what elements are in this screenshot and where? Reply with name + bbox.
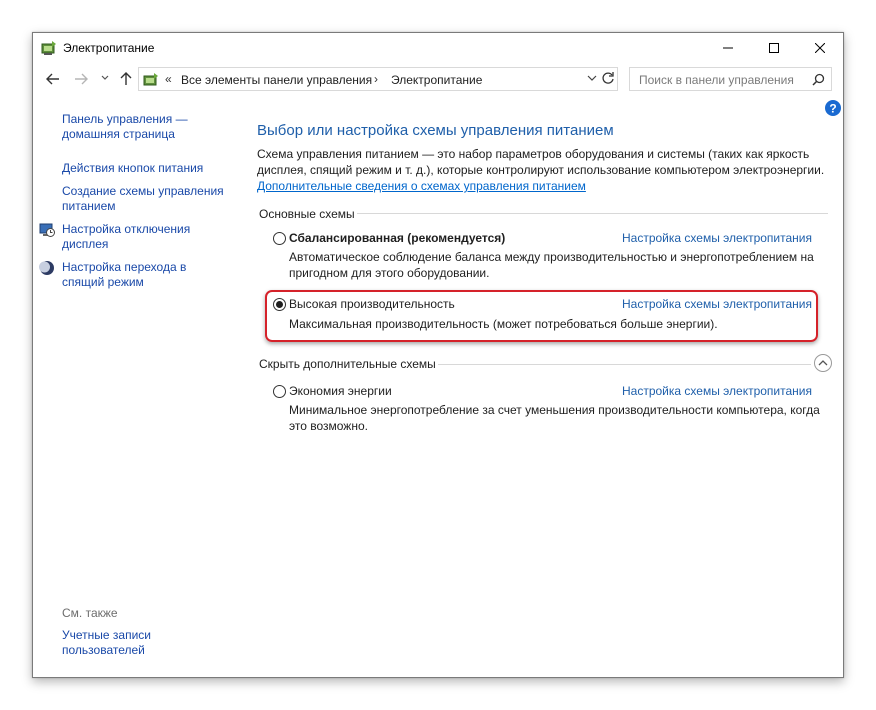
- sidebar-link-user-accounts[interactable]: [62, 628, 151, 658]
- close-button[interactable]: [797, 33, 843, 63]
- help-icon[interactable]: [825, 100, 841, 116]
- sidebar-link-home-line2: домашняя страница: [62, 127, 175, 141]
- back-arrow-icon[interactable]: [46, 72, 60, 86]
- breadcrumb-separator[interactable]: ›: [374, 72, 378, 86]
- sidebar-link-home-line1: Панель управления —: [62, 112, 188, 126]
- page-description: [257, 146, 837, 194]
- hide-plans-heading[interactable]: Скрыть дополнительные схемы: [259, 357, 436, 371]
- plan-name-balanced[interactable]: Сбалансированная (рекомендуется): [289, 231, 506, 245]
- plan-settings-link-high-performance[interactable]: Настройка схемы электропитания: [622, 297, 812, 311]
- sidebar-item-display-off[interactable]: [62, 222, 190, 252]
- monitor-clock-icon: [39, 222, 55, 238]
- collapse-button[interactable]: [814, 354, 832, 372]
- address-dropdown-icon[interactable]: [587, 74, 597, 82]
- search-icon[interactable]: [812, 73, 825, 86]
- sidebar-item-create-plan[interactable]: [62, 184, 224, 214]
- plan-settings-link-power-saver[interactable]: Настройка схемы электропитания: [622, 384, 812, 398]
- search-input[interactable]: [629, 67, 832, 91]
- sidebar-link-line2: пользователей: [62, 643, 145, 657]
- sidebar-item-label-line2: питанием: [62, 199, 116, 213]
- up-arrow-icon[interactable]: [119, 72, 133, 86]
- maximize-button[interactable]: [751, 33, 797, 63]
- description-text: Схема управления питанием — это набор параметров оборудования и системы (таких как яркость дисплея, спящий режим и т. д.), которые контролируют использование компьютером электроэнергии.: [257, 147, 825, 177]
- recent-pages-dropdown-icon[interactable]: [101, 75, 109, 81]
- radio-power-saver[interactable]: [273, 385, 286, 398]
- sidebar-item-sleep[interactable]: [62, 260, 186, 290]
- plan-desc-power-saver: Минимальное энергопотребление за счет уменьшения производительности компьютера, когда это возможно.: [289, 403, 820, 433]
- control-panel-icon: [143, 72, 159, 88]
- group-divider: [357, 213, 828, 214]
- plan-desc-balanced: Автоматическое соблюдение баланса между производительностью и энергопотреблением на пригодном для этого оборудовании.: [289, 250, 814, 280]
- window-title: Электропитание: [63, 41, 155, 55]
- power-options-icon: [41, 40, 57, 56]
- sidebar-item-label-line1: Настройка отключения: [62, 222, 191, 236]
- navigation-bar: [33, 66, 843, 94]
- refresh-icon[interactable]: [601, 71, 615, 85]
- moon-icon: [39, 260, 55, 276]
- plan-name-high-performance[interactable]: Высокая производительность: [289, 297, 455, 311]
- sidebar-link-line1: Учетные записи: [62, 628, 151, 642]
- plan-name-power-saver[interactable]: Экономия энергии: [289, 384, 392, 398]
- sidebar-item-label-line1: Создание схемы управления: [62, 184, 224, 198]
- svg-text:?: ?: [829, 101, 837, 116]
- group-divider: [438, 364, 811, 365]
- sidebar-link-home[interactable]: [62, 112, 188, 142]
- search-placeholder: Поиск в панели управления: [639, 73, 794, 87]
- chevron-up-icon: [818, 359, 828, 367]
- plan-desc-high-performance: Максимальная производительность (может потребоваться больше энергии).: [289, 317, 718, 331]
- page-title: Выбор или настройка схемы управления питанием: [257, 122, 614, 139]
- forward-arrow-icon[interactable]: [74, 72, 88, 86]
- radio-balanced[interactable]: [273, 232, 286, 245]
- breadcrumb-all-items[interactable]: Все элементы панели управления: [181, 73, 373, 87]
- more-info-link[interactable]: Дополнительные сведения о схемах управления питанием: [257, 179, 586, 193]
- minimize-icon: [723, 43, 733, 53]
- sidebar-item-power-buttons[interactable]: [62, 161, 203, 176]
- close-icon: [815, 43, 825, 53]
- see-also-heading: См. также: [62, 606, 118, 620]
- sidebar-item-label-line1: Настройка перехода в: [62, 260, 187, 274]
- sidebar-item-label-line2: дисплея: [62, 237, 109, 251]
- breadcrumb-power-options[interactable]: Электропитание: [391, 73, 483, 87]
- title-bar: [33, 33, 843, 63]
- maximize-icon: [769, 43, 779, 53]
- minimize-button[interactable]: [705, 33, 751, 63]
- plan-settings-link-balanced[interactable]: Настройка схемы электропитания: [622, 231, 812, 245]
- radio-high-performance[interactable]: [273, 298, 286, 311]
- window: [32, 32, 844, 678]
- address-bar[interactable]: [138, 67, 618, 91]
- sidebar-item-label: Действия кнопок питания: [62, 161, 204, 175]
- breadcrumb-overflow[interactable]: «: [165, 72, 172, 86]
- main-plans-heading: Основные схемы: [259, 207, 355, 221]
- sidebar-item-label-line2: спящий режим: [62, 275, 144, 289]
